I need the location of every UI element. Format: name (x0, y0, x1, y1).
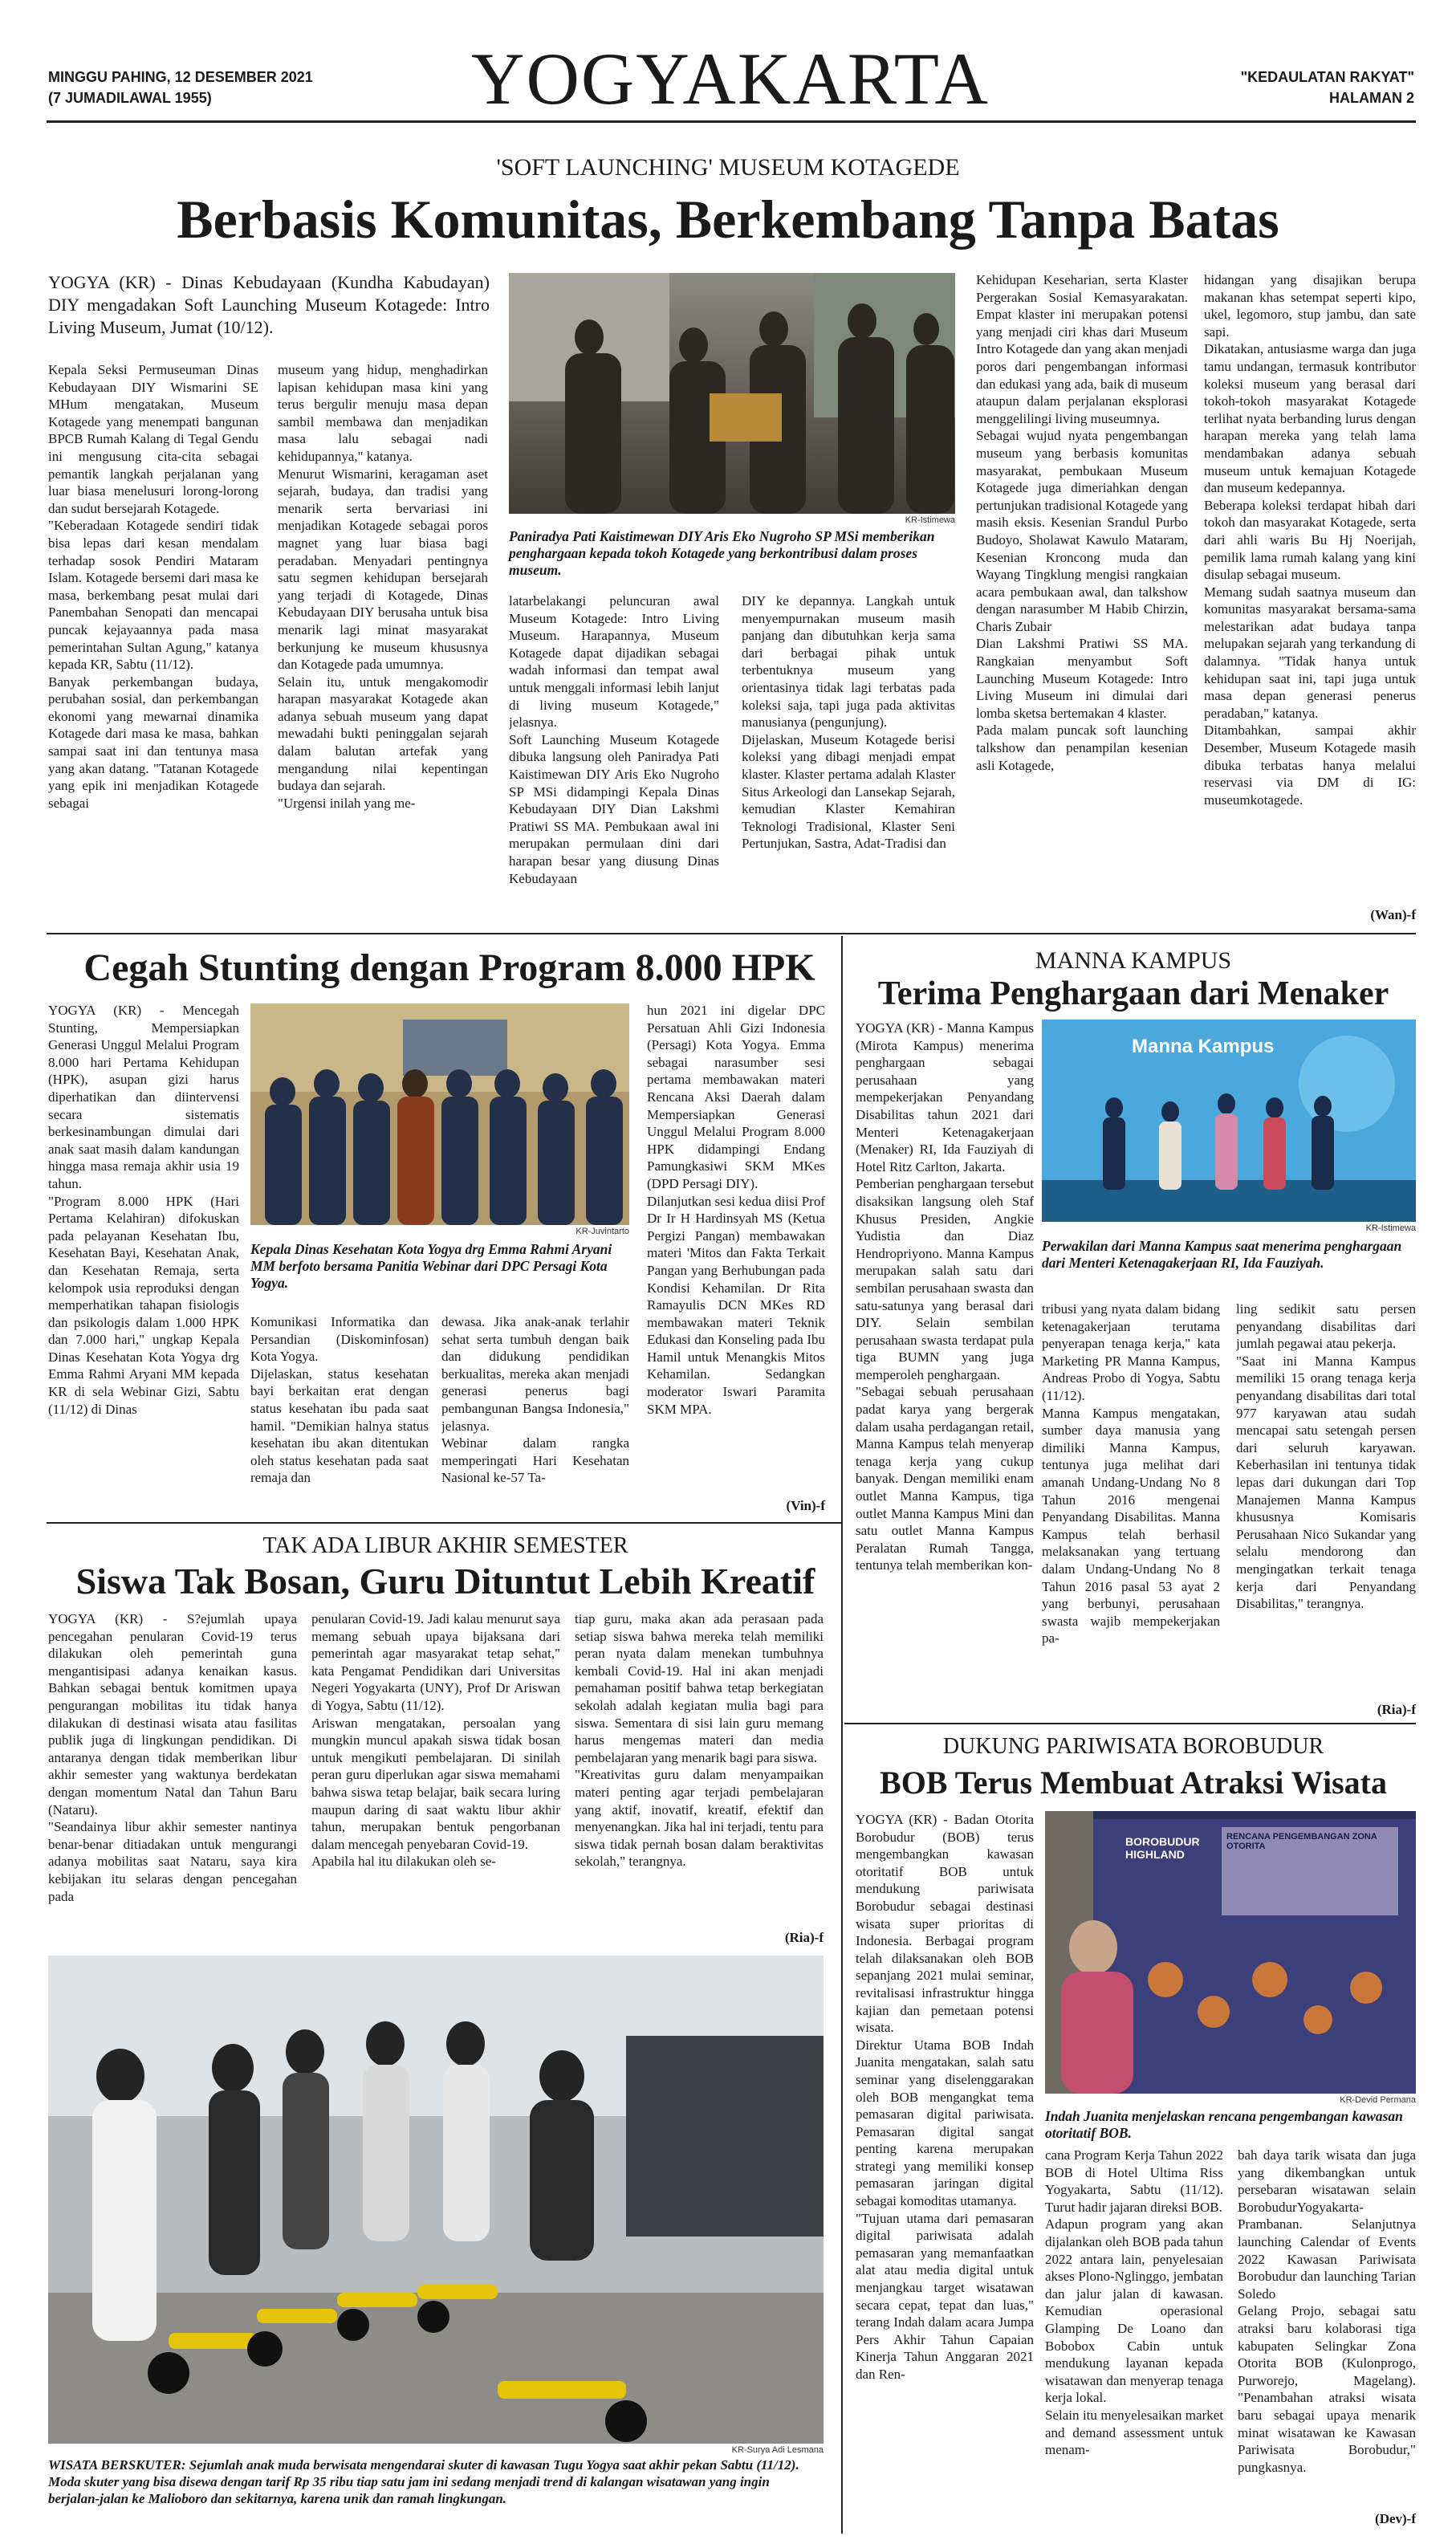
article4-col3: tiap guru, maka akan ada perasaan pada setiap siswa bahwa mereka telah memiliki peran nyata dalam menekan tumbuhnya kembali Covid-19. Hal ini akan menjadi pemahaman positif bahwa tetap berkegiatan sekolah adalah kegiatan mulia bagi para siswa. Sementara di sisi lain guru memang harus mengemas materi dan media pembelajaran yang menarik bagi para siswa. "Kreativitas guru dalam menyampaikan materi penting agar terjadi pembelajaran yang aktif, inovatif, kreatif, efektif dan menyenangkan. Jika hal ini terjadi, tentu para siswa tidak pernah bosan dalam beraktivitas sekolah," terangnya. (575, 1611, 824, 1870)
article1-photo-caption: Paniradya Pati Kaistimewan DIY Aris Eko Nugroho SP MSi memberikan penghargaan kepada tokoh Kotagede yang berkontribusi dalam proses museum. (509, 528, 935, 578)
article1-lead: YOGYA (KR) - Dinas Kebudayaan (Kundha Kabudayan) DIY mengadakan Soft Launching Museum Kotagede: Intro Living Museum, Jumat (10/12). (48, 272, 490, 337)
article4-col2: penularan Covid-19. Jadi kalau menurut saya memang sebuah upaya bijaksana dari pemerintah agar masyarakat tetap sehat," kata Pengamat Pendidikan dari Universitas Negeri Yogyakarta (UNY), Prof Dr Ariswan di Yogya, Sabtu (11/12). Ariswan mengatakan, persoalan yang mungkin muncul apakah siswa tidak bosan untuk mengikuti pembelajaran. Di sinilah peran guru diperlukan agar siswa memahami bahwa siswa tetap belajar, baik secara luring maupun daring di saat waktu libur akhir tahun, merupakan bentuk pengorbanan dalam mencegah penyebaran Covid-19. Apabila hal itu dilakukan oleh se- (311, 1611, 560, 1870)
section-title: YOGYAKARTA (471, 38, 990, 120)
column-divider (841, 936, 843, 2534)
newspaper-slogan: "KEDAULATAN RAKYAT" (1240, 69, 1414, 85)
article1-col5: Kehidupan Keseharian, serta Klaster Pergerakan Sosial Kemasyarakatan. Empat klaster ini merupakan potensi yang menjadi ciri khas dari Museum Intro Kotagede dan yang akan menjadi poros dari pengembangan informasi dan edukasi yang ada, baik di museum ataupun dalam perjalanan eksplorasi menggelilingi living museumnya. Sebagai wujud nyata pengembangan museum yang berbasis komunitas masyarakat, pembukaan Museum Kotagede juga dimeriahkan dengan pertunjukan tradisional Kotagede yang masih eksis. Kesenian Srandul Purbo Budoyo, Sholawat Kawulo Mataram, Kesenian Kroncong muda dan Wayang Tingklung mengisi rangkaian acara pembukaan awal, dan talkshow dengan narasumber M Habib Chirzin, Charis Zubair Dian Lakshmi Pratiwi SS MA. Rangkaian menyambut Soft Launching Museum Kotagede: Intro Living Museum ini dimulai dari lomba sketsa bertemakan 4 klaster. Pada malam puncak soft launching talkshow dan penampilan kesenian asli Kotagede, (976, 272, 1188, 773)
article2-col1: YOGYA (KR) - Mencegah Stunting, Mempersiapkan Generasi Unggul Melalui Program 8.000 hari Pertama Kehidupan (HPK), asupan gizi harus diperhatikan dan diintervensi secara sistematis berkesinambungan dimulai dari anak saat masih dalam kandungan hingga masa remaja akhir usia 19 tahun. "Program 8.000 HPK (Hari Pertama Kelahiran) difokuskan pada pelayanan Kesehatan Ibu, Kesehatan Bayi, Kesehatan Anak, dan Kesehatan Remaja, serta kelompok usia reproduksi dengan memperhatikan tahapan fisiologis dan psikologis dalam 1.000 HPK dan 7.000 hari," ungkap Kepala Dinas Kesehatan Kota Yogya drg Emma Rahmi Aryani MM kepada KR di sela Webinar Gizi, Sabtu (11/12) di Dinas (48, 1003, 239, 1417)
article1-col4: DIY ke depannya. Langkah untuk menyempurnakan museum masih panjang dan dibutuhkan kerja sama dari berbagai pihak untuk terbentuknya museum yang orientasinya tidak lagi terbatas pada koleksi saja, tapi juga pada aktivitas manusianya (pengunjung). Dijelaskan, Museum Kotagede berisi koleksi yang dibagi menjadi empat klaster. Klaster pertama adalah Klaster Situs Arkeologi dan Lansekap Sejarah, kemudian Klaster Kemahiran Teknologi Tradisional, Klaster Seni Pertunjukan, Sastra, Adat-Tradisi dan (742, 593, 955, 852)
article5-photo-credit: KR-Devid Permana (1340, 2095, 1416, 2105)
stunting-webinar-photo (250, 1003, 629, 1225)
article5-col1: YOGYA (KR) - Badan Otorita Borobudur (BOB) terus mengembangkan kawasan otoritatif BOB untuk mendukung pariwisata Borobudur sebagai destinasi wisata super prioritas di Indonesia. Berbagai program telah dilaksanakan oleh BOB sepanjang 2021 mulai seminar, revitalisasi infrastruktur hingga kajian dan pemetaan potensi wisata. Direktur Utama BOB Indah Juanita mengatakan, salah satu seminar yang diselenggarakan oleh BOB mengangkat tema pemasaran digital pariwisata. Pemasaran digital sangat penting karena merupakan strategi yang memiliki konsep pemasaran jaringan digital sebagai komoditas utamanya. "Tujuan utama dari pemasaran digital pariwisata adalah pemasaran yang memanfaatkan alat atau media digital untuk menjangkau target wisatawan secara cepat, tepat dan luas," terang Indah dalam acara Jumpa Pers Akhir Tahun Capaian Kinerja Tahun Anggaran 2021 dan Ren- (856, 1812, 1034, 2382)
article3-photo-credit: KR-Istimewa (1365, 1223, 1416, 1233)
article5-photo-caption: Indah Juanita menjelaskan rencana pengembangan kawasan otoritatif BOB. (1045, 2108, 1403, 2141)
article1-col1: Kepala Seksi Permuseuman Dinas Kebudayaan DIY Wismarini SE MHum mengatakan, Museum Kotagede yang menempati bangunan BPCB Rumah Kalang di Tegal Gendu ini mengusung cita-cita sebagai pemantik langkah perjalanan yang luar biasa menelusuri lorong-lorong dan sudut bersejarah Kotagede. "Keberadaan Kotagede sendiri tidak bisa lepas dari kesan mendalam terhadap sosok Pendiri Mataram Islam. Kotagede bersemi dari masa ke masa, berkembang pesat mulai dari Panembahan Senopati dan mencapai puncak kejayaannya pada masa pemerintahan Sultan Agung," katanya kepada KR, Sabtu (11/12). Banyak perkembangan budaya, perubahan sosial, dan perkembangan ekonomi yang mewarnai dinamika Kotagede dari masa ke masa, bahkan sampai saat ini dan tentunya masa yang akan datang. "Tatanan Kotagede yang epik ini menjadikan Kotagede sebagai (48, 362, 258, 811)
article1-signoff: (Wan)-f (1370, 907, 1416, 922)
article2-headline: Cegah Stunting dengan Program 8.000 HPK (83, 946, 815, 989)
article5-col3: bah daya tarik wisata dan juga yang dikembangkan untuk persebaran wisatawan selain BorobudurYogyakarta-Prambanan. Selanjutnya launching Calendar of Events 2022 Kawasan Pariwisata Borobudur dan launching Tarian Soledo Gelang Projo, sebagai satu atraksi baru kolaborasi tiga kabupaten Selingkar Zona Otorita BOB (Kulonprogo, Purworejo, Magelang). "Penambahan atraksi wisata baru sebagai upaya menarik minat wisatawan ke Kawasan Pariwisata Borobudur," pungkasnya. (1238, 2147, 1416, 2475)
article1-col3: latarbelakangi peluncuran awal Museum Kotagede: Intro Living Museum. Harapannya, Museum Kotagede dapat dijadikan sebagai wadah informasi dan tempat awal untuk menggali informasi lebih lanjut di living museum Kotagede," jelasnya. Soft Launching Museum Kotagede dibuka langsung oleh Paniradya Pati Kaistimewan DIY Aris Eko Nugroho SP MSi didampingi Kepala Dinas Kebudayaan DIY Dian Lakshmi Pratiwi SS MA. Pembukaan awal ini merupakan permulaan dini dari harapan besar yang diusung Dinas Kebudayaan (509, 593, 719, 886)
masthead-rule (47, 120, 1416, 123)
article5-headline: BOB Terus Membuat Atraksi Wisata (880, 1764, 1387, 1801)
divider-2 (47, 1522, 841, 1524)
museum-ceremony-photo (509, 273, 955, 514)
manna-kampus-photo (1042, 1020, 1416, 1222)
article3-col1: YOGYA (KR) - Manna Kampus (Mirota Kampus) menerima penghargaan sebagai perusahaan yang mempekerjakan Penyandang Disabilitas tahun 2021 dari Menteri Ketenagakerjaan (Menaker) RI, Ida Fauziyah di Hotel Ritz Carlton, Jakarta. Pemberian penghargaan tersebut disaksikan langsung oleh Staf Khusus Presiden, Angkie Yudistia dan Diaz Hendropriyono. Manna Kampus merupakan salah satu dari sembilan perusahaan swasta dan satu-satunya yang berasal dari DIY. Selain sembilan perusahaan swasta terdapat pula tiga BUMN yang juga memperoleh penghargaan. "Sebagai sebuah perusahaan padat karya yang bergerak dalam usaha perdagangan retail, Manna Kampus telah menyerap tenaga kerja yang cukup banyak. Dengan memiliki enam outlet Manna Kampus, tiga outlet Manna Kampus Mini dan satu outlet Manna Kampus Peralatan Rumah Tangga, tentunya telah memberikan kon- (856, 1020, 1034, 1573)
page-number: HALAMAN 2 (1329, 90, 1414, 106)
article2-signoff: (Vin)-f (786, 1498, 825, 1513)
article5-signoff: (Dev)-f (1375, 2511, 1416, 2526)
article3-headline: Terima Penghargaan dari Menaker (877, 975, 1389, 1012)
article3-signoff: (Ria)-f (1377, 1702, 1416, 1717)
article4-signoff: (Ria)-f (784, 1930, 824, 1945)
article2-col2: Komunikasi Informatika dan Persandian (Diskominfosan) Kota Yogya. Dijelaskan, status kesehatan bayi berkaitan erat dengan status kesehatan ibu pada saat hamil. "Demikian halnya status kesehatan ibu akan ditentukan oleh status kesehatan pada saat remaja dan (250, 1314, 429, 1486)
manna-kampus-photo-label: Manna Kampus (1132, 1036, 1275, 1057)
article3-kicker: MANNA KAMPUS (1035, 947, 1232, 974)
article5-col2: cana Program Kerja Tahun 2022 BOB di Hotel Ultima Riss Yogyakarta, Sabtu (11/12). Turut hadir jajaran direksi BOB. Adapun program yang akan dijalankan oleh BOB pada tahun 2022 antara lain, penyelesaian akses Plono-Nglinggo, jembatan dan jalur jalan di kawasan. Kemudian operasional Glamping De Loano dan Bobobox Cabin untuk mendukung layanan kepada wisatawan dan menyerap tenaga kerja lokal. Selain itu menyelesaikan market and demand assessment untuk menam- (1045, 2147, 1223, 2458)
hijri-date: (7 JUMADILAWAL 1955) (48, 90, 212, 106)
article3-col2: tribusi yang nyata dalam bidang ketenagakerjaan terutama penyerapan tenaga kerja," kata Marketing PR Manna Kampus, Andreas Probo di Yogya, Sabtu (11/12). Manna Kampus mengatakan, sumber daya manusia yang dimiliki Manna Kampus, tentunya juga melihat dari amanah Undang-Undang No 8 Tahun 2016 mengenai Penyandang Disabilitas. Manna Kampus telah berhasil melaksanakan yang tertuang dalam Undang-Undang No 8 Tahun 2016 pasal 53 ayat 2 yang berbunyi, perusahaan swasta wajib mempekerjakan pa- (1042, 1301, 1220, 1646)
scooter-photo-caption: WISATA BERSKUTER: Sejumlah anak muda berwisata mengendarai skuter di kawasan Tugu Yogya saat akhir pekan Sabtu (11/12). Moda skuter yang bisa disewa dengan tarif Rp 35 ribu tiap satu jam ini sedang menjadi trend di kalangan wisatawan yang ingin berjalan-jalan ke Malioboro dan sekitarnya, karena unik dan ramah lingkungan. (48, 2457, 799, 2506)
article2-col3: dewasa. Jika anak-anak terlahir sehat serta tumbuh dengan baik dan didukung pendidikan berkualitas, mereka akan menjadi generasi penerus bagi pembangunan Bangsa Indonesia," jelasnya. Webinar dalam rangka memperingati Hari Kesehatan Nasional ke-57 Ta- (441, 1314, 629, 1486)
edition-date: MINGGU PAHING, 12 DESEMBER 2021 (48, 69, 313, 85)
divider-3 (844, 1723, 1416, 1724)
divider-1 (47, 933, 1416, 934)
article3-col3: ling sedikit satu persen penyandang disabilitas dari jumlah pegawai atau pekerja. "Saat ini Manna Kampus memiliki 15 orang tenaga kerja penyandang disabilitas dari total 977 karyawan atau sudah mencapai satu setengah persen dari seluruh karyawan. Keberhasilan ini tentunya tidak lepas dari dukungan dari Top Manajemen Manna Kampus khususnya Komisaris Perusahaan Nico Sukandar yang selalu mendorong dan mengingatkan terkait tenaga kerja dari Penyandang Disabilitas," terangnya. (1236, 1301, 1416, 1612)
article1-photo-credit: KR-Istimewa (905, 515, 955, 525)
borobudur-presentation-photo (1045, 1811, 1416, 2094)
article2-photo-caption: Kepala Dinas Kesehatan Kota Yogya drg Emma Rahmi Aryani MM berfoto bersama Panitia Webinar dari DPC Persagi Kota Yogya. (250, 1241, 612, 1291)
scooter-tourism-photo (48, 1956, 824, 2444)
article4-kicker: TAK ADA LIBUR AKHIR SEMESTER (262, 1533, 628, 1558)
article5-kicker: DUKUNG PARIWISATA BOROBUDUR (942, 1734, 1324, 1759)
article3-photo-caption: Perwakilan dari Manna Kampus saat menerima penghargaan dari Menteri Ketenagakerjaan RI, Ida Fauziyah. (1042, 1238, 1402, 1271)
article4-col1: YOGYA (KR) - S?ejumlah upaya pencegahan penularan Covid-19 terus dilakukan oleh pemerintah guna mengantisipasi adanya kenaikan kasus. Bahkan sebagai bentuk komitmen upaya pengurangan mobilitas itu tidak hanya dilakukan di destinasi wisata atau fasilitas publik juga di lingkungan pendidikan. Di antaranya dengan tidak memberikan libur akhir semester yang waktunya berdekatan dengan momentum Natal dan Tahun Baru (Nataru). "Seandainya libur akhir semester nantinya benar-benar ditiadakan untuk mengurangi adanya mobilitas saat Nataru, saya kira kebijakan itu selaras dengan pencegahan pada (48, 1611, 297, 1904)
article1-kicker: 'SOFT LAUNCHING' MUSEUM KOTAGEDE (496, 154, 960, 181)
article1-col6: hidangan yang disajikan berupa makanan khas setempat seperti kipo, ukel, legomoro, stup jambu, dan sate sapi. Dikatakan, antusiasme warga dan juga tamu undangan, termasuk kontributor koleksi museum yang berasal dari tokoh-tokoh masyarakat Kotagede terlihat nyata berbanding lurus dengan harapan mereka yang telah lama mendambakan adanya sebuah museum untuk kemajuan Kotagede dan museum kedepannya. Beberapa koleksi terdapat hibah dari tokoh dan masyarakat Kotagede, serta dari ahli waris Bu Hj Noerijah, pemilik lama rumah kalang yang kini disulap sebagai museum. Memang sudah saatnya museum dan komunitas masyarakat bersama-sama melestarikan adat budaya tanpa melupakan sejarah yang terkandung di dalamnya. "Tidak hanya untuk kehidupan saat ini, tapi juga untuk masa depan generasi penerus peradaban," katanya. Ditambahkan, sampai akhir Desember, Museum Kotagede masih dibuka terbatas hanya melalui reservasi via DM di IG: museumkotagede. (1204, 272, 1416, 808)
article1-col2: museum yang hidup, menghadirkan lapisan kehidupan masa kini yang terus bergulir menuju masa depan sambil membawa dan menjadikan masa lalu sebagai nadi kehidupannya," katanya. Menurut Wismarini, keragaman aset sejarah, budaya, dan tradisi yang menarik serta bervariasi ini menjadikan Kotagede sebagai poros magnet yang luar biasa bagi peradaban. Menyadari pentingnya satu segmen kehidupan bersejarah yang terjadi di Kotagede, Dinas Kebudayaan DIY berusaha untuk bisa menarik lagi minat masyarakat berkunjung ke museum khususnya dan Kotagede pada umumnya. Selain itu, untuk mengakomodir harapan masyarakat Kotagede akan adanya sebuah museum yang dapat mewadahi bukti peninggalan sejarah dalam balutan artefak yang mengandung nilai kepentingan budaya dan sejarah. "Urgensi inilah yang me- (278, 362, 488, 811)
article2-col4: hun 2021 ini digelar DPC Persatuan Ahli Gizi Indonesia (Persagi) Kota Yogya. Emma sebagai narasumber sesi pertama membawakan materi Rencana Aksi Daerah dalam Mempersiapkan Generasi Unggul Melalui Program 8.000 HPK didampingi Endang Pamungkasiwi SKM MKes (DPD Persagi DIY). Dilanjutkan sesi kedua diisi Prof Dr Ir H Hardinsyah MS (Ketua Pergizi Pangan) membawakan materi 'Mitos dan Fakta Terkait Pangan yang Berhubungan pada Kondisi Kehamilan. Dr Rita Ramayulis DCN MKes RD membawakan materi Teknik Edukasi dan Konseling pada Ibu Hamil untuk Menangkis Mitos Kehamilan. Sedangkan moderator Iswari Paramita SKM MPA. (647, 1003, 825, 1417)
article1-headline: Berbasis Komunitas, Berkembang Tanpa Batas (177, 189, 1279, 250)
zona-otorita-label: RENCANA PENGEMBANGAN ZONA OTORITA (1226, 1832, 1377, 1851)
scooter-photo-credit: KR-Surya Adi Lesmana (731, 2445, 824, 2455)
borobudur-highland-label: BOROBUDUR HIGHLAND (1125, 1835, 1200, 1861)
article4-headline: Siswa Tak Bosan, Guru Dituntut Lebih Kreatif (75, 1561, 815, 1602)
article2-photo-credit: KR-Juvintarto (575, 1227, 629, 1236)
